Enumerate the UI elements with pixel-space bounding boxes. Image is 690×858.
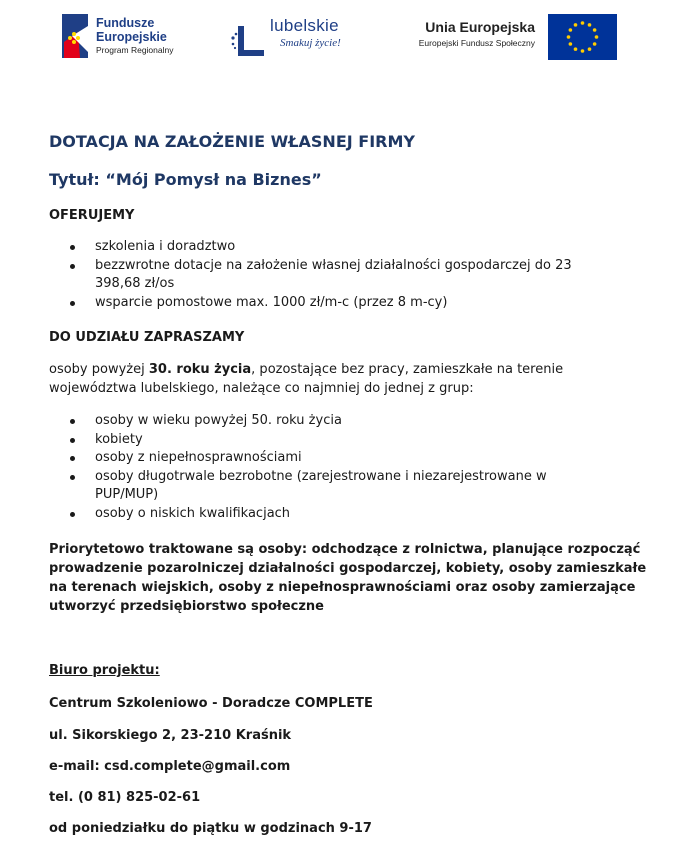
eu-star-icon (581, 21, 585, 25)
list-item: osoby z niepełnosprawnościami (49, 449, 609, 468)
eu-title: Unia Europejska (425, 19, 535, 35)
project-title: Tytuł: “Mój Pomysł na Biznes” (49, 170, 322, 189)
lubelskie-mark-icon (230, 20, 270, 60)
eu-subtitle: Europejski Fundusz Społeczny (418, 38, 535, 48)
lubelskie-slogan: Smakuj życie! (280, 37, 341, 49)
list-item: kobiety (49, 431, 609, 450)
list-item: szkolenia i doradztwo (49, 238, 609, 257)
office-phone: tel. (0 81) 825-02-61 (49, 790, 201, 805)
invite-intro: osoby powyżej 30. roku życia, pozostające bez pracy, zamieszkałe na terenie województwa lubelskiego, należące co najmniej do jednej z grup: (49, 362, 564, 396)
offer-list (49, 238, 609, 312)
lubelskie-logo (230, 16, 360, 66)
list-item: osoby o niskich kwalifikacjach (49, 505, 609, 524)
eu-star-icon (581, 49, 585, 53)
eu-star-icon (574, 23, 578, 27)
list-item: osoby długotrwale bezrobotne (zarejestrowane i niezarejestrowane w PUP/MUP) (49, 468, 609, 505)
list-item: bezzwrotne dotacje na założenie własnej działalności gospodarczej do 23 398,68 zł/os (49, 257, 609, 294)
office-hours: od poniedziałku do piątku w godzinach 9-17 (49, 821, 372, 836)
eu-star-icon (588, 23, 592, 27)
invite-heading: DO UDZIAŁU ZAPRASZAMY (49, 330, 245, 345)
main-heading: DOTACJA NA ZAŁOŻENIE WŁASNEJ FIRMY (49, 132, 415, 151)
offer-heading: OFERUJEMY (49, 208, 135, 223)
eu-flag-icon (548, 14, 617, 60)
lubelskie-name: lubelskie (270, 16, 339, 35)
office-heading: Biuro projektu: (49, 663, 160, 678)
eu-star-icon (593, 28, 597, 32)
list-item: wsparcie pomostowe max. 1000 zł/m-c (przez 8 m-cy) (49, 294, 609, 313)
office-email: e-mail: csd.complete@gmail.com (49, 759, 291, 774)
eu-star-icon (567, 35, 571, 39)
office-name: Centrum Szkoleniowo - Doradcze COMPLETE (49, 696, 373, 711)
priority-paragraph: Priorytetowo traktowane są osoby: odchodzące z rolnictwa, planujące rozpocząć prowadzenie pozarolniczej działalności gospodarczej, kobiety, osoby zamieszkałe na terenach wiejskich, osoby z niepełnosprawnościami oraz osoby zamierzające utworzyć przedsiębiorstwo społeczne (49, 542, 647, 614)
eu-star-icon (588, 47, 592, 51)
list-item: osoby w wieku powyżej 50. roku życia (49, 412, 609, 431)
office-address: ul. Sikorskiego 2, 23-210 Kraśnik (49, 728, 292, 743)
logo-bar (0, 0, 690, 80)
eu-star-icon (593, 42, 597, 46)
eu-star-icon (569, 42, 573, 46)
fundusze-europejskie-logo (60, 10, 200, 66)
eu-star-icon (574, 47, 578, 51)
eu-star-icon (595, 35, 599, 39)
fe-line1: Fundusze (96, 16, 155, 30)
fe-flag-icon (60, 12, 90, 60)
fe-line2: Europejskie (96, 30, 167, 44)
eu-star-icon (569, 28, 573, 32)
fe-line3: Program Regionalny (96, 45, 174, 55)
groups-list (49, 412, 609, 523)
eu-logo-text (390, 18, 535, 50)
